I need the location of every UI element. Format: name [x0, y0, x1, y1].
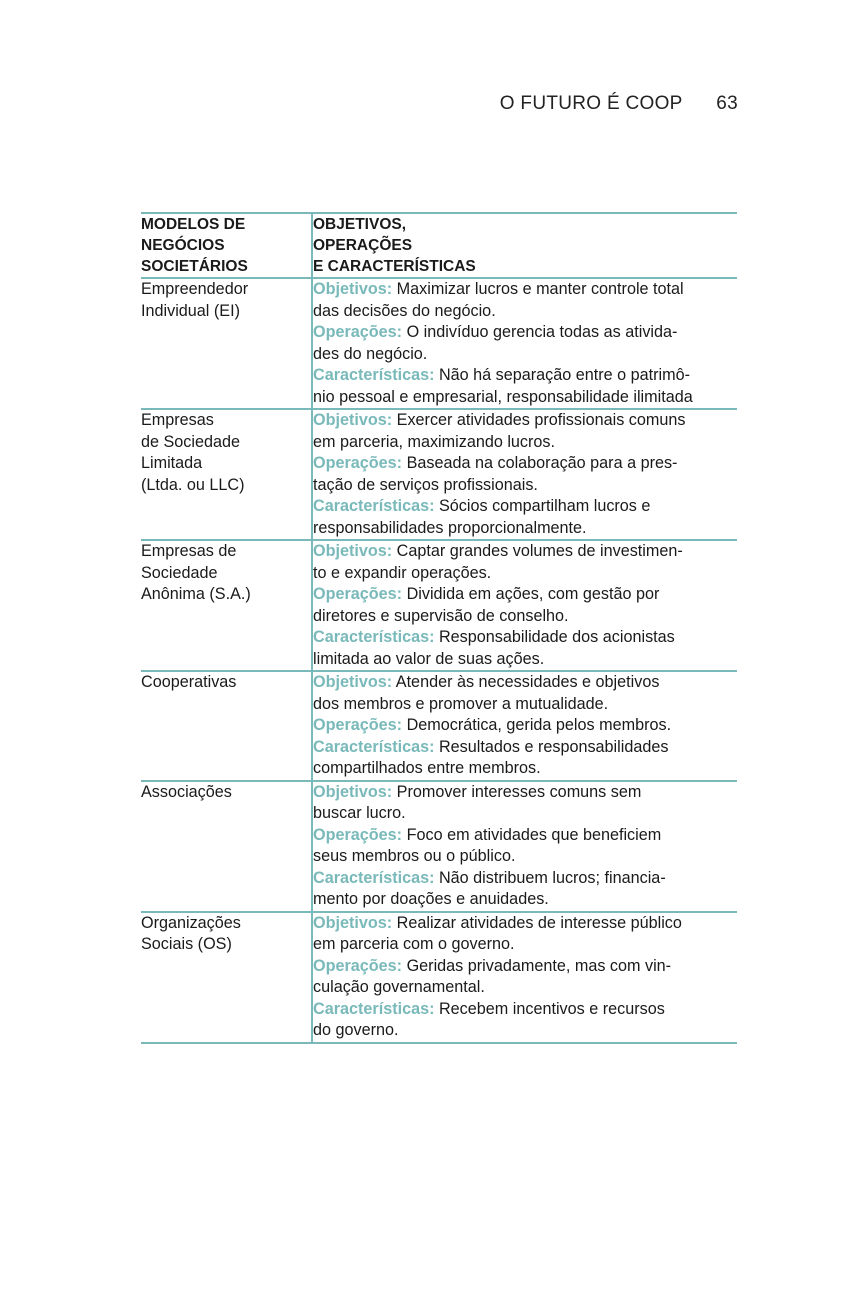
operations-label: Operações: [313, 323, 403, 341]
model-description-cell [312, 671, 737, 781]
desc-line: seus membros ou o público. [313, 847, 516, 865]
model-name-line: Limitada [141, 454, 203, 472]
objectives-line [313, 541, 737, 563]
model-name-cell [141, 781, 312, 912]
model-name-line: Anônima (S.A.) [141, 585, 251, 603]
objectives-line [313, 913, 737, 935]
desc-line: to e expandir operações. [313, 563, 492, 582]
model-name-cell [141, 912, 312, 1043]
characteristics-line [313, 627, 737, 649]
desc-text: Promover interesses comuns sem [396, 782, 642, 801]
model-name-line: Empreendedor [141, 280, 249, 298]
desc-text: Democrática, gerida pelos membros. [406, 716, 672, 734]
model-description-cell [312, 912, 737, 1043]
characteristics-label: Características: [313, 628, 435, 646]
characteristics-label: Características: [313, 999, 435, 1018]
table-row [141, 781, 737, 912]
desc-line: responsabilidades proporcionalmente. [313, 518, 587, 537]
model-name-line: Organizações [141, 913, 241, 932]
model-description-cell [312, 781, 737, 912]
model-description-cell [312, 409, 737, 540]
desc-line: nio pessoal e empresarial, responsabilidade ilimitada [313, 387, 693, 406]
objectives-label: Objetivos: [313, 542, 393, 560]
table-header-row [141, 213, 737, 278]
objectives-label: Objetivos: [313, 673, 393, 691]
model-name-line: Individual (EI) [141, 301, 240, 320]
desc-line: buscar lucro. [313, 804, 406, 822]
model-description-cell [312, 278, 737, 409]
model-name-cell [141, 671, 312, 781]
desc-text: Baseada na colaboração para a pres- [406, 454, 678, 472]
model-name-line: Cooperativas [141, 673, 237, 691]
characteristics-label: Características: [313, 366, 435, 384]
operations-label: Operações: [313, 956, 403, 975]
table-row [141, 540, 737, 671]
desc-line: dos membros e promover a mutualidade. [313, 694, 609, 713]
header-line: OBJETIVOS, [313, 216, 407, 233]
book-title: O FUTURO É COOP [499, 93, 683, 114]
table-row [141, 671, 737, 781]
objectives-label: Objetivos: [313, 782, 393, 801]
model-name-line: Empresas [141, 411, 214, 429]
desc-text: Foco em atividades que beneficiem [406, 825, 662, 844]
characteristics-label: Características: [313, 737, 435, 756]
column-header-models [141, 213, 312, 278]
operations-label: Operações: [313, 585, 403, 603]
desc-line: diretores e supervisão de conselho. [313, 606, 569, 625]
characteristics-label: Características: [313, 497, 435, 515]
desc-line: des do negócio. [313, 344, 428, 363]
table-row [141, 278, 737, 409]
objectives-label: Objetivos: [313, 411, 393, 429]
model-name-line: Sociais (OS) [141, 935, 232, 953]
objectives-line [313, 672, 737, 694]
desc-text: Responsabilidade dos acionistas [438, 628, 675, 646]
desc-text: Exercer atividades profissionais comuns [396, 411, 686, 429]
desc-text: Resultados e responsabilidades [438, 737, 669, 756]
operations-label: Operações: [313, 825, 403, 844]
desc-line: em parceria com o governo. [313, 935, 515, 953]
desc-line: culação governamental. [313, 978, 485, 996]
model-name-line: de Sociedade [141, 432, 241, 451]
desc-line: tação de serviços profissionais. [313, 475, 538, 494]
header-line: MODELOS DE [141, 216, 246, 233]
model-name-line: Empresas de [141, 542, 237, 560]
desc-line: do governo. [313, 1021, 399, 1039]
desc-line: em parceria, maximizando lucros. [313, 432, 555, 451]
desc-text: Dividida em ações, com gestão por [406, 585, 660, 603]
model-name-cell [141, 409, 312, 540]
desc-text: Recebem incentivos e recursos [438, 999, 665, 1018]
operations-line [313, 715, 737, 737]
desc-text: Geridas privadamente, mas com vin- [406, 956, 672, 975]
desc-text: Não há separação entre o patrimô- [438, 366, 691, 384]
table-row [141, 912, 737, 1043]
header-line: OPERAÇÕES [313, 237, 413, 254]
running-head [500, 93, 738, 115]
desc-line: compartilhados entre membros. [313, 759, 541, 777]
characteristics-line [313, 365, 737, 387]
model-name-line: (Ltda. ou LLC) [141, 475, 245, 494]
operations-line [313, 825, 737, 847]
model-name-cell [141, 278, 312, 409]
column-header-objectives [312, 213, 737, 278]
operations-label: Operações: [313, 454, 403, 472]
business-models-table [141, 212, 737, 1044]
model-name-cell [141, 540, 312, 671]
operations-line [313, 322, 737, 344]
desc-text: Realizar atividades de interesse público [396, 913, 682, 932]
objectives-label: Objetivos: [313, 913, 393, 932]
desc-text: O indivíduo gerencia todas as ativida- [406, 323, 678, 341]
characteristics-label: Características: [313, 868, 435, 887]
desc-text: Atender às necessidades e objetivos [395, 673, 660, 691]
objectives-line [313, 410, 737, 432]
operations-label: Operações: [313, 716, 403, 734]
characteristics-line [313, 868, 737, 890]
header-line: NEGÓCIOS [141, 237, 225, 254]
characteristics-line [313, 737, 737, 759]
model-name-line: Associações [141, 782, 232, 801]
model-name-line: Sociedade [141, 563, 218, 582]
page-number: 63 [716, 93, 738, 114]
desc-text: Não distribuem lucros; financia- [438, 868, 666, 887]
operations-line [313, 956, 737, 978]
header-line: E CARACTERÍSTICAS [313, 258, 476, 275]
desc-line: mento por doações e anuidades. [313, 890, 549, 908]
table-row [141, 409, 737, 540]
objectives-line [313, 782, 737, 804]
objectives-line [313, 279, 737, 301]
desc-text: Captar grandes volumes de investimen- [396, 542, 683, 560]
desc-text: Sócios compartilham lucros e [438, 497, 651, 515]
desc-line: limitada ao valor de suas ações. [313, 649, 545, 668]
operations-line [313, 584, 737, 606]
objectives-label: Objetivos: [313, 280, 393, 298]
desc-text: Maximizar lucros e manter controle total [396, 280, 684, 298]
operations-line [313, 453, 737, 475]
characteristics-line [313, 999, 737, 1021]
desc-line: das decisões do negócio. [313, 301, 496, 320]
header-line: SOCIETÁRIOS [141, 258, 248, 275]
characteristics-line [313, 496, 737, 518]
model-description-cell [312, 540, 737, 671]
